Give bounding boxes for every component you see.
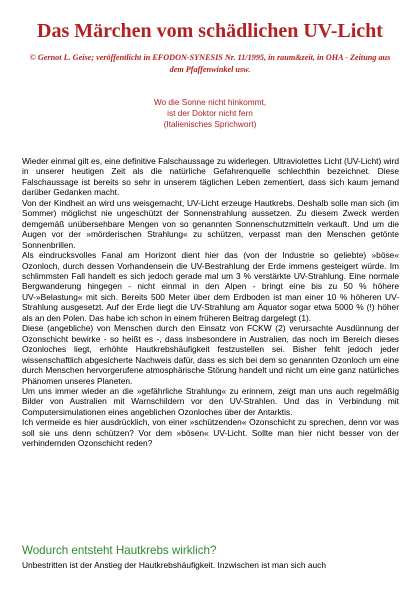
paragraph-protective-layer: Ich vermeide es hier ausdrücklich, von einer »schützenden« Ozonschicht zu sprechen, denn vor was soll sie uns denn schützen? Vor dem »bösen« UV-Licht. Sollte man hier nicht besser von der verhindernden Ozonschicht reden?	[22, 417, 399, 449]
paragraph-australia: Um uns immer wieder an die »gefährliche Strahlung« zu erinnern, zeigt man uns auch regelmäßig Bilder von Australien mit Warnschildern vor den UV-Strahlen. Und das in Verbindung mit Computersimulationen eines angeblichen Ozonloches über der Antarktis.	[22, 385, 399, 417]
paragraph-ozone-hole: Als eindrucksvolles Fanal am Horizont dient hier das (von der Industrie so geliebte) »böse« Ozonloch, durch dessen Vorhandensein die UV-Bestrahlung der Erde immens gesteigert würde. Im schlimmsten Fall handelt es sich jedoch gerade mal um 3 % verstärkte UV-Strahlung. Eine normale Bergwanderung hingegen - nicht einmal in den Alpen - bringt eine bis zu 50 % höhere UV-»Belastung« mit sich. Bereits 500 Meter über dem Erdboden ist man einer 10 % höheren UV-Strahlung ausgesetzt. Auf der Erde liegt die UV-Strahlung am Äquator sogar etwa 5000 % (!) höher als an den Polen. Das habe ich schon in einem früheren Beitrag dargelegt (1).	[22, 250, 399, 323]
section-heading: Wodurch entsteht Hautkrebs wirklich?	[22, 544, 217, 557]
proverb-line-2: ist der Doktor nicht fern	[167, 108, 253, 118]
proverb-attribution: (Italienisches Sprichwort)	[163, 119, 257, 129]
page-title: Das Märchen vom schädlichen UV-Licht	[37, 20, 383, 42]
citation-line: © Gernot L. Geise; veröffentlicht in EFODON-SYNESIS Nr. 11/1995, in raum&zeit, in OHA - Zeitung aus dem Pfaffenwinkel usw.	[29, 53, 391, 74]
proverb-quote	[0, 97, 420, 130]
paragraph-continuation: Unbestritten ist der Anstieg der Hautkrebshäufigkeit. Inzwischen ist man sich auch	[22, 560, 326, 570]
paragraph-intro: Wieder einmal gilt es, eine definitive Falschaussage zu widerlegen. Ultraviolettes Licht (UV-Licht) wird in unserer heutigen Zeit als die natürliche Gefahrenquelle schlechthin bezeichnet. Diese Falschaussage ist bereits so sehr in unserem täglichen Leben zementiert, dass sich kaum jemand darüber Gedanken macht.	[22, 156, 399, 198]
article-body	[22, 156, 399, 449]
paragraph-childhood: Von der Kindheit an wird uns weisgemacht, UV-Licht erzeuge Hautkrebs. Deshalb solle man sich (im Sommer) möglichst nie ungeschützt der Sonnenstrahlung aussetzen. Zu diesem Zweck werden demgemäß unübersehbare Mengen von so genannten Sonnenschutzmitteln verkauft. Und um die Augen vor der »mörderischen Strahlung« zu schützen, verpasst man den Menschen getönte Sonnenbrillen.	[22, 197, 399, 250]
proverb-line-1: Wo die Sonne nicht hinkommt,	[153, 97, 267, 107]
paragraph-fckw: Diese (angebliche) von Menschen durch den Einsatz von FCKW (2) verursachte Ausdünnung der Ozonschicht bewirke - so heißt es -, dass insbesondere in Australien, das noch im Bereich dieses Ozonloches liegt, erhöhte Hautkrebshäufigkeit festzustellen sei. Bisher fehlt jedoch jeder wissenschaftlich abgesicherte Nachweis dafür, dass es sich bei dem so genannten Ozonloch um eine durch Menschen hervorgerufene atmosphärische Störung handelt und nicht um eine ganz natürliches Phänomen unseres Planeten.	[22, 323, 399, 386]
